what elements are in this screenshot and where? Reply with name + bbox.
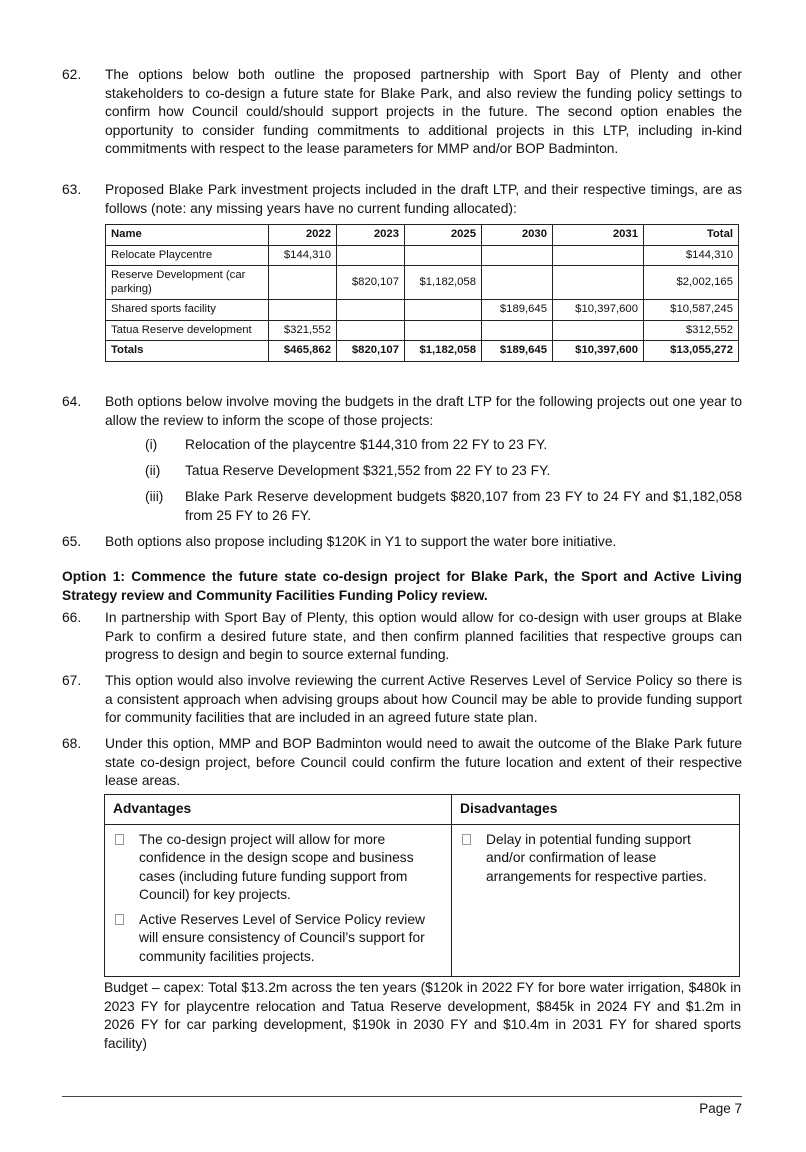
paragraph-text: Proposed Blake Park investment projects included in the draft LTP, and their respective timings, are as follows (note: any missing years have no current funding allocated): <box>105 182 742 216</box>
table-row <box>106 266 739 300</box>
table-cell: $13,055,272 <box>644 341 739 362</box>
advantage-text: Active Reserves Level of Service Policy review will ensure consistency of Council’s support for community facilities projects. <box>139 911 426 964</box>
table-cell: Relocate Playcentre <box>106 245 269 266</box>
table-cell <box>337 245 405 266</box>
list-marker: (ii) <box>145 463 161 478</box>
table-cell: $10,397,600 <box>553 300 644 321</box>
budget-table <box>105 224 739 362</box>
column-header: 2030 <box>482 225 553 246</box>
table-cell <box>405 300 482 321</box>
paragraph-number: 65. <box>62 534 82 549</box>
table-cell <box>553 320 644 341</box>
table-cell: $10,587,245 <box>644 300 739 321</box>
paragraph-number: 66. <box>62 610 82 625</box>
list-item-text: Tatua Reserve Development $321,552 from 22 FY to 23 FY. <box>185 463 551 478</box>
list-item <box>113 911 443 967</box>
table-cell: Tatua Reserve development <box>106 320 269 341</box>
table-cell <box>553 266 644 300</box>
table-totals-row <box>106 341 739 362</box>
list-item <box>145 436 742 455</box>
table-cell: Shared sports facility <box>106 300 269 321</box>
list-item <box>113 831 443 905</box>
advantage-text: The co-design project will allow for more confidence in the design scope and business cases (including future funding support from Council) for key projects. <box>139 831 414 902</box>
footer-divider <box>62 1096 742 1097</box>
table-cell: $820,107 <box>337 341 405 362</box>
paragraph-text: Under this option, MMP and BOP Badminton would need to await the outcome of the Blake Park future state co-design project, before Council could confirm the future location and extent of their respective lease areas. <box>105 736 742 788</box>
paragraph-number: 62. <box>62 67 82 82</box>
paragraph-text: This option would also involve reviewing the current Active Reserves Level of Service Policy so there is a consistent approach when advising groups about how Council may be able to provide funding support for community facilities that are included in an agreed future state plan. <box>105 673 742 725</box>
paragraph-68 <box>62 735 742 791</box>
table-cell <box>405 245 482 266</box>
list-marker: (i) <box>145 437 158 452</box>
table-cell: $10,397,600 <box>553 341 644 362</box>
table-header-row <box>106 225 739 246</box>
table-row <box>106 320 739 341</box>
checkbox-glyph-icon <box>462 834 471 845</box>
list-item-text: Relocation of the playcentre $144,310 from 22 FY to 23 FY. <box>185 437 548 452</box>
paragraph-number: 63. <box>62 182 82 197</box>
table-cell: $465,862 <box>269 341 337 362</box>
table-row <box>106 245 739 266</box>
table-cell <box>482 320 553 341</box>
table-cell: $820,107 <box>337 266 405 300</box>
column-header: 2023 <box>337 225 405 246</box>
column-header: Total <box>644 225 739 246</box>
table-cell <box>337 300 405 321</box>
table-cell <box>269 300 337 321</box>
list-item <box>460 831 731 887</box>
paragraph-text: Both options also propose including $120K in Y1 to support the water bore initiative. <box>105 534 617 549</box>
table-cell: $144,310 <box>644 245 739 266</box>
table-cell: $1,182,058 <box>405 341 482 362</box>
table-cell: Totals <box>106 341 269 362</box>
paragraph-number: 64. <box>62 394 82 409</box>
list-item-text: Blake Park Reserve development budgets $820,107 from 23 FY to 24 FY and $1,182,058 from 25 FY to 26 FY. <box>185 489 742 523</box>
paragraph-66 <box>62 609 742 665</box>
paragraph-text: Both options below involve moving the budgets in the draft LTP for the following projects out one year to allow the review to inform the scope of those projects: <box>105 394 742 428</box>
table-cell <box>482 266 553 300</box>
table-cell: $189,645 <box>482 300 553 321</box>
option1-heading: Option 1: Commence the future state co-design project for Blake Park, the Sport and Active Living Strategy review and Community Facilities Funding Policy review. <box>62 569 742 603</box>
table-cell <box>269 266 337 300</box>
table-cell <box>482 245 553 266</box>
page-number: Page 7 <box>699 1101 742 1116</box>
advantages-header: Advantages <box>105 795 452 825</box>
table-cell: $321,552 <box>269 320 337 341</box>
table-cell <box>337 320 405 341</box>
table-header-row <box>105 795 740 825</box>
column-header: 2031 <box>553 225 644 246</box>
checkbox-glyph-icon <box>115 834 124 845</box>
disadvantage-text: Delay in potential funding support and/or confirmation of lease arrangements for respective parties. <box>486 831 707 884</box>
paragraph-67 <box>62 672 742 728</box>
budget-note: Budget – capex: Total $13.2m across the ten years ($120k in 2022 FY for bore water irrigation, $480k in 2023 FY for playcentre relocation and Tatua Reserve development, $845k in 2024 FY and $1.2m in 2026 FY for car parking development, $190k in 2030 FY and $10.4m in 2031 FY for shared sports facility) <box>104 980 741 1051</box>
table-cell: $1,182,058 <box>405 266 482 300</box>
table-row <box>105 824 740 977</box>
list-marker: (iii) <box>145 489 164 504</box>
table-cell: Reserve Development (car parking) <box>106 266 269 300</box>
paragraph-text: In partnership with Sport Bay of Plenty, this option would allow for co-design with user groups at Blake Park to confirm a desired future state, and then confirm planned facilities that respective groups can progress to design and begin to source external funding. <box>105 610 742 662</box>
list-item <box>145 462 742 481</box>
paragraph-63 <box>62 181 742 218</box>
checkbox-glyph-icon <box>115 914 124 925</box>
column-header: 2022 <box>269 225 337 246</box>
advantages-table <box>104 794 740 977</box>
disadvantages-header: Disadvantages <box>452 795 740 825</box>
table-cell <box>553 245 644 266</box>
table-cell: $144,310 <box>269 245 337 266</box>
paragraph-number: 68. <box>62 736 82 751</box>
paragraph-number: 67. <box>62 673 82 688</box>
column-header: 2025 <box>405 225 482 246</box>
disadvantages-cell <box>452 824 740 977</box>
paragraph-62 <box>62 66 742 159</box>
list-item <box>145 488 742 525</box>
advantages-cell <box>105 824 452 977</box>
column-header: Name <box>106 225 269 246</box>
table-cell: $2,002,165 <box>644 266 739 300</box>
paragraph-65 <box>62 533 742 552</box>
paragraph-64 <box>62 393 742 430</box>
table-cell <box>405 320 482 341</box>
table-cell: $189,645 <box>482 341 553 362</box>
table-row <box>106 300 739 321</box>
table-cell: $312,552 <box>644 320 739 341</box>
paragraph-text: The options below both outline the proposed partnership with Sport Bay of Plenty and other stakeholders to co-design a future state for Blake Park, and also review the funding policy settings to confirm how Council could/should support projects in the future. The second option enables the opportunity to consider funding commitments to additional projects in this LTP, including in-kind commitments with respect to the lease parameters for MMP and/or BOP Badminton. <box>105 67 742 156</box>
